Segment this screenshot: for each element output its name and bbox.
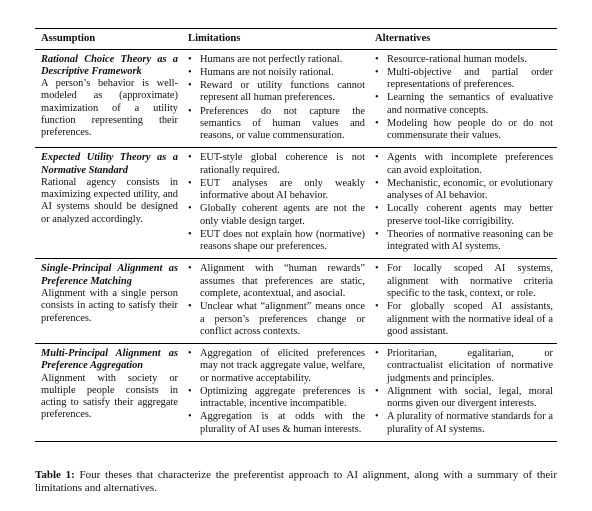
- bullet-icon: •: [375, 177, 379, 189]
- limitation-item-text: Unclear what “alignment” means once a person’s preferences change or conflict across contexts.: [200, 301, 365, 337]
- alternative-item: [375, 67, 553, 92]
- limitation-item: [188, 80, 365, 105]
- alternative-item-text: Modeling how people do or do not commensurate their values.: [387, 117, 553, 142]
- alternative-item-text: For locally scoped AI systems, alignment with normative criteria specific to the task, context, or role.: [387, 263, 553, 300]
- alternative-item-text: Learning the semantics of evaluative and normative concepts.: [387, 92, 553, 116]
- limitation-item-text: Aggregation is at odds with the plurality of AI uses & human interests.: [200, 411, 365, 435]
- bullet-icon: •: [188, 301, 192, 313]
- alternatives-cell: [369, 259, 557, 344]
- bullet-icon: •: [375, 53, 379, 65]
- alternative-item: [375, 301, 553, 338]
- header-assumption: Assumption: [41, 33, 96, 44]
- bullet-icon: •: [375, 263, 379, 275]
- bullet-icon: •: [375, 385, 379, 397]
- table-body: [35, 49, 557, 441]
- bullet-icon: •: [188, 66, 192, 78]
- limitations-cell-list: [188, 263, 365, 338]
- alternative-item: [375, 348, 553, 385]
- thesis-title: Multi-Principal Alignment as Preference Aggregation: [41, 348, 178, 372]
- bullet-icon: •: [188, 411, 192, 423]
- limitation-item: [188, 301, 365, 338]
- thesis-description: A person’s behavior is well-modeled as (approximate) maximization of a utility function representing their preferences.: [41, 78, 178, 139]
- alternatives-cell-list: [375, 152, 553, 253]
- limitation-item: [188, 386, 365, 411]
- alternative-item: [375, 263, 553, 300]
- bullet-icon: •: [188, 53, 192, 65]
- limitation-item: [188, 348, 365, 385]
- bullet-icon: •: [188, 105, 192, 117]
- limitations-cell: [182, 259, 369, 344]
- alternative-item: [375, 386, 553, 411]
- bullet-icon: •: [375, 411, 379, 423]
- limitation-item-text: EUT analyses are only weakly informative about AI behavior.: [200, 177, 365, 202]
- limitations-cell: [182, 49, 369, 148]
- header-alternatives: Alternatives: [375, 33, 431, 44]
- alternatives-cell: [369, 49, 557, 148]
- limitation-item-text: Humans are not noisily rational.: [200, 66, 334, 78]
- limitation-item-text: EUT-style global coherence is not rationally required.: [200, 152, 365, 176]
- thesis-title: Rational Choice Theory as a Descriptive Framework: [41, 53, 178, 77]
- bullet-icon: •: [375, 203, 379, 215]
- alternative-item: [375, 118, 553, 143]
- alternative-item-text: Mechanistic, economic, or evolutionary analyses of AI behavior.: [387, 177, 553, 202]
- bullet-icon: •: [188, 385, 192, 397]
- alternative-item-text: For globally scoped AI assistants, alignment with the normative ideal of a good assistant.: [387, 301, 553, 337]
- bullet-icon: •: [375, 348, 379, 360]
- limitation-item-text: Preferences do not capture the semantics of human values and reasons, or value commensuration.: [200, 105, 365, 142]
- table-row: [35, 259, 557, 344]
- alternative-item-text: Resource-rational human models.: [387, 53, 527, 65]
- thesis-title: Single-Principal Alignment as Preference Matching: [41, 263, 178, 287]
- thesis-title: Expected Utility Theory as a Normative Standard: [41, 152, 178, 176]
- bullet-icon: •: [188, 228, 192, 240]
- bullet-icon: •: [188, 80, 192, 92]
- table-row: [35, 49, 557, 148]
- bullet-icon: •: [188, 348, 192, 360]
- alternative-item: [375, 411, 553, 436]
- bullet-icon: •: [188, 263, 192, 275]
- alternatives-cell-list: [375, 348, 553, 436]
- header-limitations: Limitations: [188, 33, 241, 44]
- limitation-item: [188, 152, 365, 177]
- alternative-item-text: Alignment with social, legal, moral norms given our divergent interests.: [387, 385, 553, 410]
- limitation-item-text: Optimizing aggregate preferences is intractable, incentive incompatible.: [200, 385, 365, 410]
- thesis-description: Rational agency consists in maximizing expected utility, and AI systems should be designed or analyzed accordingly.: [41, 176, 178, 225]
- alternative-item: [375, 203, 553, 228]
- theses-table: [35, 28, 557, 442]
- limitation-item: [188, 229, 365, 254]
- limitations-cell-list: [188, 54, 365, 143]
- limitation-item-text: Globally coherent agents are not the only viable design target.: [200, 203, 365, 227]
- alternatives-cell: [369, 344, 557, 442]
- limitation-item-text: EUT does not explain how (normative) reasons shape our preferences.: [200, 228, 365, 253]
- assumption-cell: [35, 344, 182, 442]
- limitation-item: [188, 263, 365, 300]
- alternative-item-text: Agents with incomplete preferences can avoid exploitation.: [387, 152, 553, 176]
- alternative-item-text: Locally coherent agents may better preserve tool-like corrigibility.: [387, 203, 553, 227]
- alternative-item: [375, 178, 553, 203]
- alternatives-cell-list: [375, 54, 553, 143]
- limitations-cell: [182, 148, 369, 259]
- bullet-icon: •: [375, 92, 379, 104]
- thesis-description: Alignment with society or multiple people consists in acting to satisfy their aggregate preferences.: [41, 372, 178, 421]
- caption-label: Table 1:: [35, 469, 75, 481]
- bullet-icon: •: [375, 228, 379, 240]
- alternatives-cell-list: [375, 263, 553, 338]
- limitation-item: [188, 178, 365, 203]
- limitation-item-text: Humans are not perfectly rational.: [200, 53, 343, 65]
- limitation-item-text: Aggregation of elicited preferences may not track aggregate value, welfare, or normative acceptability.: [200, 348, 365, 384]
- alternative-item-text: Theories of normative reasoning can be integrated with AI systems.: [387, 228, 553, 253]
- alternative-item-text: Multi-objective and partial order representations of preferences.: [387, 66, 553, 91]
- limitation-item: [188, 106, 365, 143]
- caption-text: Four theses that characterize the preferentist approach to AI alignment, along with a summary of their limitations and alternatives.: [35, 469, 557, 495]
- bullet-icon: •: [375, 152, 379, 164]
- limitation-item-text: Reward or utility functions cannot represent all human preferences.: [200, 80, 365, 104]
- bullet-icon: •: [188, 177, 192, 189]
- table-row: [35, 344, 557, 442]
- thesis-description: Alignment with a single person consists in acting to satisfy their preferences.: [41, 288, 178, 324]
- alternative-item-text: A plurality of normative standards for a plurality of AI systems.: [387, 411, 553, 435]
- table-caption: [35, 469, 557, 495]
- bullet-icon: •: [188, 203, 192, 215]
- limitation-item: [188, 411, 365, 436]
- bullet-icon: •: [375, 301, 379, 313]
- alternative-item: [375, 54, 553, 66]
- limitation-item-text: Alignment with “human rewards” assumes that preferences are static, complete, acontextual, and asocial.: [200, 263, 365, 300]
- table-header-row: [35, 29, 557, 50]
- alternative-item-text: Prioritarian, egalitarian, or contractualist elicitation of normative judgments and principles.: [387, 348, 553, 384]
- alternative-item: [375, 152, 553, 177]
- limitations-cell-list: [188, 348, 365, 436]
- bullet-icon: •: [375, 66, 379, 78]
- limitations-cell-list: [188, 152, 365, 253]
- limitation-item: [188, 203, 365, 228]
- assumption-cell: [35, 49, 182, 148]
- table-row: [35, 148, 557, 259]
- bullet-icon: •: [188, 152, 192, 164]
- limitation-item: [188, 67, 365, 79]
- limitations-cell: [182, 344, 369, 442]
- assumption-cell: [35, 148, 182, 259]
- assumption-cell: [35, 259, 182, 344]
- alternatives-cell: [369, 148, 557, 259]
- alternative-item: [375, 92, 553, 117]
- limitation-item: [188, 54, 365, 66]
- alternative-item: [375, 229, 553, 254]
- bullet-icon: •: [375, 117, 379, 129]
